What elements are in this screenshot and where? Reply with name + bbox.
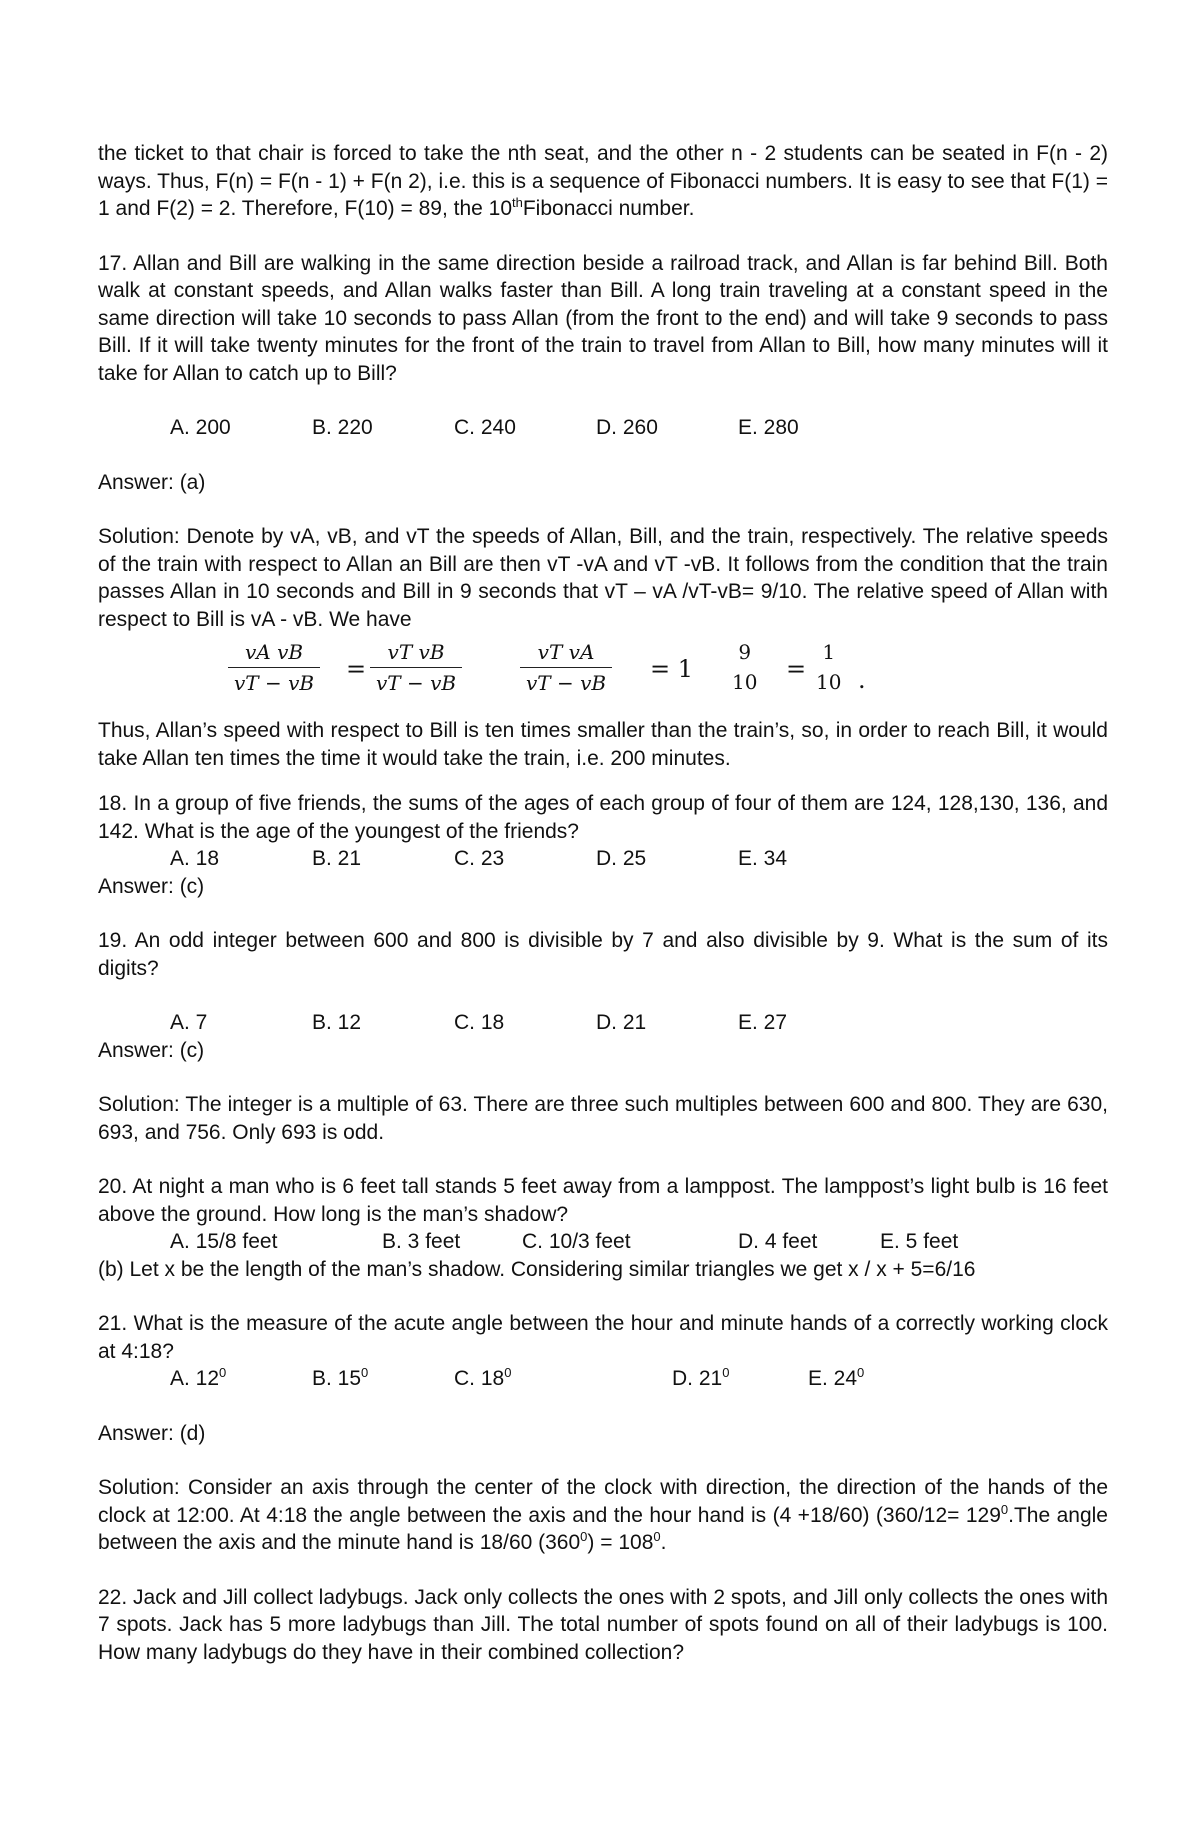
option-e [808,1365,864,1393]
fraction-5-denominator: 10 [816,670,842,694]
fraction-2 [370,637,462,698]
fraction-1-numerator: vA vB [245,640,304,664]
fraction-2-numerator: vT vB [387,640,445,664]
q17-conclusion: Thus, Allan’s speed with respect to Bill is ten times smaller than the train’s, so, in order to reach Bill, it would take Allan ten times the time it would take the train, i.e. 200 minutes. [98,719,1108,770]
solution-text-d: . [660,1531,667,1554]
degree-mark: 0 [504,1365,512,1380]
q19-solution: Solution: The integer is a multiple of 63. There are three such multiples between 600 and 800. They are 630, 693, and 756. Only 693 is odd. [98,1093,1108,1144]
option-e-label: E. 24 [808,1367,858,1390]
equation [98,637,1108,715]
option-c: C. 18 [454,1011,505,1034]
option-d: D. 21 [596,1011,647,1034]
question-19: 19. An odd integer between 600 and 800 is divisible by 7 and also divisible by 9. What is the sum of its digits? [98,929,1108,980]
option-e: E. 280 [738,416,799,439]
option-d: D. 4 feet [738,1230,818,1253]
option-b-label: B. 15 [312,1367,362,1390]
option-a: A. 7 [170,1011,208,1034]
solution-text-c: ) = 108 [587,1531,654,1554]
degree-mark: 0 [361,1365,369,1380]
q19-options [98,1009,1108,1037]
fraction-5-numerator: 1 [822,640,836,664]
fraction-4 [726,637,763,697]
option-d: D. 260 [596,416,658,439]
option-b: B. 21 [312,847,362,870]
option-c-label: C. 18 [454,1367,505,1390]
option-a: A. 15/8 feet [170,1230,278,1253]
option-a [170,1365,312,1393]
option-c [454,1365,672,1393]
question-21: 21. What is the measure of the acute angle between the hour and minute hands of a correctly working clock at 4:18? [98,1312,1108,1363]
option-d [672,1365,808,1393]
degree-mark: 0 [653,1529,661,1544]
option-c: C. 240 [454,416,516,439]
q21-answer: Answer: (d) [98,1421,206,1445]
equals-sign-2: = [786,655,807,683]
fraction-4-denominator: 10 [732,670,758,694]
q21-solution [98,1474,1108,1557]
q18-options [98,845,1108,873]
question-20: 20. At night a man who is 6 feet tall stands 5 feet away from a lamppost. The lamppost’s light bulb is 16 feet above the ground. How long is the man’s shadow? [98,1175,1108,1226]
q20-options [98,1228,1108,1256]
option-d-label: D. 21 [672,1367,723,1390]
question-22: 22. Jack and Jill collect ladybugs. Jack only collects the ones with 2 spots, and Jill only collects the ones with 7 spots. Jack has 5 more ladybugs than Jill. The total number of spots found on all of their ladybugs is 100. How many ladybugs do they have in their combined collection? [98,1585,1108,1664]
fraction-1 [228,637,320,698]
intro-text-end: Fibonacci number. [522,197,695,220]
option-d: D. 25 [596,847,647,870]
question-18: 18. In a group of five friends, the sums of the ages of each group of four of them are 124, 128,130, 136, and 142. What is the age of the youngest of the friends? [98,792,1108,843]
degree-mark: 0 [1000,1501,1009,1517]
fraction-4-numerator: 9 [738,640,752,664]
option-b: B. 220 [312,416,373,439]
q17-solution: Solution: Denote by vA, vB, and vT the speeds of Allan, Bill, and the train, respectively. The relative speeds of the train with respect to Allan an Bill are then vT -vA and vT -vB. It follows from the condition that the train passes Allan in 10 seconds and Bill in 9 seconds that vT – vA /vT-vB= 9/10. The relative speed of Allan with respect to Bill is vA - vB. We have [98,525,1108,631]
option-a: A. 200 [170,416,231,439]
option-b: B. 3 feet [382,1230,461,1253]
q19-answer: Answer: (c) [98,1038,205,1062]
fraction-3 [520,637,612,698]
degree-mark: 0 [857,1365,865,1380]
fraction-3-denominator: vT − vB [520,667,612,698]
q21-options [98,1365,1108,1393]
option-c: C. 10/3 feet [522,1230,631,1253]
document-page [98,140,1108,1666]
q17-options [98,414,1108,442]
q18-answer: Answer: (c) [98,874,205,898]
fraction-2-denominator: vT − vB [370,667,462,698]
fraction-5 [810,637,847,697]
option-c: C. 23 [454,847,505,870]
degree-mark: 0 [580,1529,588,1544]
solution-text-a: Solution: Consider an axis through the center of the clock with direction, the direction of the hands of the clock at 12:00. At 4:18 the angle between the axis and the hour hand is (4 +18/60) (360/12= 129 [98,1476,1108,1527]
option-e: E. 27 [738,1011,788,1034]
option-e: E. 34 [738,847,788,870]
option-b: B. 12 [312,1011,362,1034]
option-a: A. 18 [170,847,220,870]
ordinal-superscript: th [512,195,523,210]
degree-mark: 0 [219,1365,227,1380]
equals-sign: = [346,655,367,683]
option-b [312,1365,454,1393]
q20-solution: (b) Let x be the length of the man’s shadow. Considering similar triangles we get x / x + 5=6/16 [98,1257,976,1281]
equals-one: = 1 [650,655,694,683]
intro-paragraph [98,140,1108,223]
fraction-3-numerator: vT vA [537,640,595,664]
degree-mark: 0 [722,1365,730,1380]
fraction-1-denominator: vT − vB [228,667,320,698]
solution-text-b: .The angle between the axis and the minute hand is 18/60 (360 [98,1503,1108,1554]
q17-answer: Answer: (a) [98,470,206,494]
intro-text: the ticket to that chair is forced to take the nth seat, and the other n - 2 students can be seated in F(n - 2) ways. Thus, F(n) = F(n - 1) + F(n 2), i.e. this is a sequence of Fibonacci numbers. It is easy to see that F(1) = 1 and F(2) = 2. Therefore, F(10) = 89, the 10 [98,142,1108,220]
question-17: 17. Allan and Bill are walking in the same direction beside a railroad track, and Allan is far behind Bill. Both walk at constant speeds, and Allan walks faster than Bill. A long train traveling at a constant speed in the same direction will take 10 seconds to pass Allan (from the front to the end) and will take 9 seconds to pass Bill. If it will take twenty minutes for the front of the train to travel from Allan to Bill, how many minutes will it take for Allan to catch up to Bill? [98,251,1108,385]
option-a-label: A. 12 [170,1367,220,1390]
period: . [858,666,866,694]
option-e: E. 5 feet [880,1230,959,1253]
